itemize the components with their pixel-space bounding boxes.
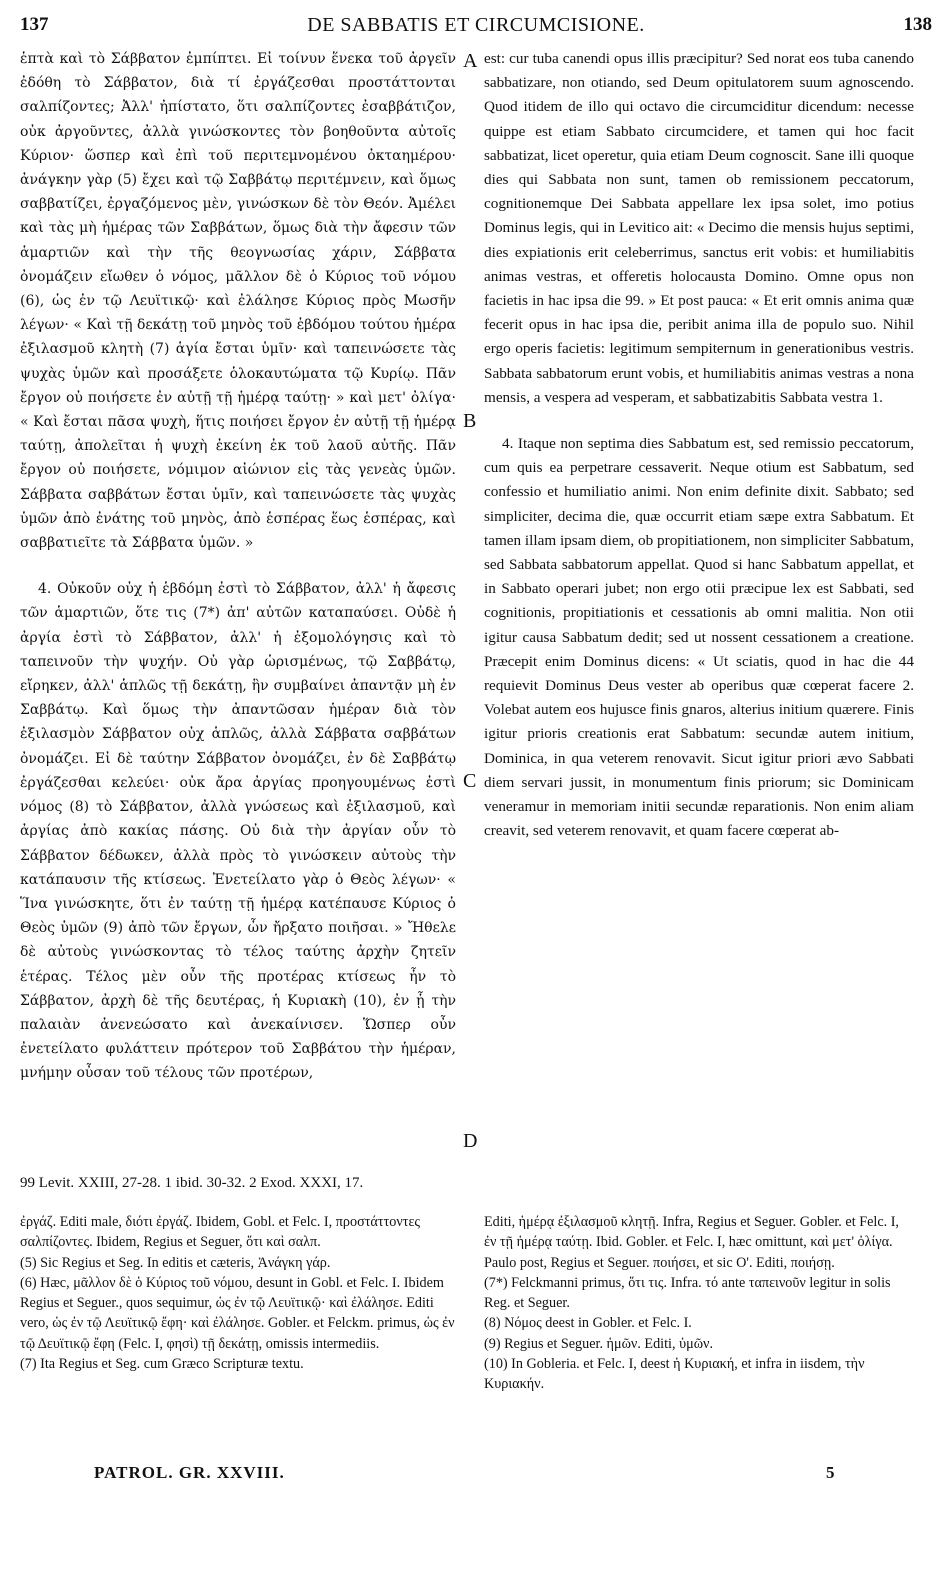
margin-letter-b: B: [463, 410, 477, 432]
note: (8) Νόμος deest in Gobler. et Felc. I.: [484, 1315, 692, 1332]
note: Editi, ἡμέρᾳ ἐξιλασμοῦ κλητῇ. Infra, Regius et Seguer. Gobler. et Felc. I, ἐν τῇ ἡμέρᾳ ταύτῃ. Ibid. Gobler. et Felc. I, hæc omittunt, καὶ μετ' ὀλίγα. Paulo post, Regius et Seguer. ποιήσει, et sic O'. Editi, ποιήσῃ.: [484, 1214, 899, 1271]
page-number-left: 137: [20, 14, 49, 35]
greek-column: [20, 47, 456, 1086]
note: (7*) Felckmanni primus, ὅτι τις. Infra. τό ante ταπεινοῦν legitur in solis Reg. et Seguer.: [484, 1274, 891, 1312]
running-header: [20, 14, 932, 42]
notes-right-column: [484, 1212, 914, 1395]
latin-paragraph-1: est: cur tuba canendi opus illis præcipitur? Sed norat eos tuba canendo sabbatizare, non otiando, sed Deum opitulatorem suum agnoscendo. Quod itidem de illo qui octavo die circumciditur dicendum: necesse quippe est etiam Sabbato circumcidere, et tamen qui hoc facit sabbatizat, licet operetur, quia etiam Deum cognoscit. Sane illi quoque dies qui Sabbata non sunt, tamen ob remissionem peccatorum, cognitionemque Dei Sabbata appellare lex ipsa solet, imo potius Dominus legis, qui in Levitico ait: « Decimo die mensis hujus septimi, dies expiationis erit celeberrimus, sanctus erit vobis: et humiliabitis animas vestras, et offeretis holocausta Domino. Omne opus non facietis in hac ipsa die 99. » Et post pauca: « Et erit omnis anima quæ fecerit opus in hac ipsa die, peribit anima illa de populo suo. Nihil ergo operis facietis: legitimum sempiternum in generationibus vestris. Sabbata sabbatorum erunt vobis, et humiliabitis animas vestras a nona mensis, a vespera ad vesperam, et sabbatizabitis Sabbata vestra 1.: [484, 50, 914, 406]
note: (5) Sic Regius et Seg. In editis et cæteris, Ἀνάγκη γάρ.: [20, 1254, 331, 1271]
note: (9) Regius et Seguer. ἡμῶν. Editi, ὑμῶν.: [484, 1335, 714, 1352]
note: (6) Hæc, μᾶλλον δὲ ὁ Κύριος τοῦ νόμου, desunt in Gobl. et Felc. I. Ibidem Regius et Seguer., quos sequimur, ὡς ἐν τῷ Λευϊτικῷ· καὶ ἐλάλησε. Editi vero, ὡς ἐν τῷ Λευϊτικῷ ἔφη· καὶ ἐλάλησε. Gobler. et Felckm. primus, ὡς ἐν τῷ Δευϊτικῷ ἔφη (Felc. I, φησὶ) τῇ δεκάτῃ, omissis intermediis.: [20, 1274, 455, 1352]
running-title: DE SABBATIS ET CIRCUMCISIONE.: [307, 14, 645, 36]
note: (7) Ita Regius et Seg. cum Græco Scripturæ textu.: [20, 1356, 304, 1373]
footer-signature: 5: [826, 1463, 835, 1482]
margin-letter-c: C: [463, 770, 477, 792]
scripture-references: 99 Levit. XXIII, 27-28. 1 ibid. 30-32. 2 Exod. XXXI, 17.: [20, 1175, 364, 1191]
note: ἐργάζ. Editi male, διότι ἐργάζ. Ibidem, Gobl. et Felc. I, προστάττοντες σαλπίζοντες. Ibidem, Regius et Seguer, ὅτι καὶ σαλπ.: [20, 1214, 421, 1251]
page-number-right: 138: [903, 14, 932, 35]
footer-volume: PATROL. GR. XXVIII.: [94, 1463, 285, 1482]
greek-paragraph-1: ἑπτὰ καὶ τὸ Σάββατον ἐμπίπτει. Εἰ τοίνυν ἕνεκα τοῦ ἀργεῖν ἐδόθη τὸ Σάββατον, διὰ τί ἐργάζεσθαι προστάττονται σαλπίζοντες; Ἀλλ' ἠπίστατο, ὅτι σαλπίζοντες ἐσαββάτιζον, οὐκ ἀργοῦντες, ἀλλὰ γινώσκοντες τὸν βοηθοῦντα αὐτοῖς Κύριον· ὥσπερ καὶ ἐπὶ τοῦ περιτεμνομένου ὀκταημέρου· ἀνάγκην γὰρ (5) ἔχει καὶ τῷ Σαββάτῳ περιτέμνειν, καὶ ὅμως σαββατίζει, ἐργαζόμενος μὲν, γινώσκων δὲ τὸν Θεόν. Ἀμέλει καὶ τὰς μὴ ἡμέρας τῶν Σαββάτων, ὅμως διὰ τὴν ἄφεσιν τῶν ἁμαρτιῶν καὶ τὴν τῆς θεογνωσίας χάριν, Σάββατα ὀνομάζειν εἴωθεν ὁ νόμος, μᾶλλον δὲ ὁ Κύριος τοῦ νόμου (6), ὡς ἐν τῷ Λευϊτικῷ· καὶ ἐλάλησε Κύριος πρὸς Μωσῆν λέγων· « Καὶ τῇ δεκάτῃ τοῦ μηνὸς τοῦ ἑβδόμου τούτου ἡμέρα ἐξιλασμοῦ κλητὴ (7) ἁγία ἔσται ὑμῖν· καὶ ταπεινώσετε τὰς ψυχὰς ὑμῶν καὶ προσάξετε ὁλοκαυτώματα τῷ Κυρίῳ. Πᾶν ἔργον οὐ ποιήσετε ἐν αὐτῇ τῇ ἡμέρᾳ ταύτῃ· » καὶ μετ' ὀλίγα· « Καὶ ἔσται πᾶσα ψυχὴ, ἥτις ποιήσει ἔργον ἐν αὐτῇ τῇ ἡμέρᾳ ταύτῃ, ἀπολεῖται ἡ ψυχὴ ἐκείνη ἐκ τοῦ λαοῦ αὐτῆς. Πᾶν ἔργον οὐ ποιήσετε, νόμιμον αἰώνιον εἰς τὰς γενεὰς ὑμῶν. Σάββατα σαββάτων ἔσται ὑμῖν, καὶ ταπεινώσετε τὰς ψυχὰς ὑμῶν ἀπὸ ἐνάτης τοῦ μηνὸς, ἀπὸ ἑσπέρας ἕως ἑσπέρας, καὶ σαββατιεῖτε τὰ Σάββατα ὑμῶν. »: [20, 51, 456, 552]
notes-left-column: [20, 1212, 460, 1374]
latin-column: [484, 47, 914, 844]
greek-paragraph-2: 4. Οὐκοῦν οὐχ ἡ ἑβδόμη ἐστὶ τὸ Σάββατον, ἀλλ' ἡ ἄφεσις τῶν ἁμαρτιῶν, ὅτε τις (7*) ἀπ' αὐτῶν καταπαύσει. Οὐδὲ ἡ ἀργία ἐστὶ τὸ Σάββατον, ἀλλ' ἡ ἐξομολόγησις καὶ τὸ ταπεινοῦν τὴν ψυχήν. Οὐ γὰρ ὡρισμένως, τῷ Σαββάτῳ, εἴρηκεν, ἀλλ' ἁπλῶς τῇ δεκάτῃ, ἣν συμβαίνει ἀπαντᾷν μὴ ἐν Σαββάτῳ. Καὶ ὅμως τὴν ἀπαντῶσαν ἡμέραν διὰ τὸν ἐξιλασμὸν Σάββατον οὐχ ἁπλῶς, ἀλλὰ Σάββατα σαββάτων ὀνομάζει. Εἰ δὲ ταύτην Σάββατον ὀνομάζει, ἐν δὲ Σαββάτῳ ἐργάζεσθαι κελεύει· οὐκ ἄρα ἀργίας προηγουμένως ἐστὶ νόμος (8) τὸ Σάββατον, ἀλλὰ γνώσεως καὶ ἐξιλασμοῦ, καὶ ἀργίας ἀπὸ κακίας πάσης. Οὐ διὰ τὴν ἀργίαν οὖν τὸ Σάββατον δέδωκεν, ἀλλὰ πρὸς τὸ γινώσκειν αὐτοὺς τὴν κατάπαυσιν τῆς κτίσεως. Ἐνετείλατο γὰρ ὁ Θεὸς λέγων· « Ἵνα γινώσκητε, ὅτι ἐν ταύτῃ τῇ ἡμέρᾳ κατέπαυσε Κύριος ὁ Θεὸς ὑμῶν (9) ἀπὸ τῶν ἔργων, ὧν ἤρξατο ποιῆσαι. » Ἤθελε δὲ αὐτοὺς γινώσκοντας τὸ τέλος ταύτης ἀρχὴν ζητεῖν ἑτέρας. Τέλος μὲν οὖν τῆς προτέρας κτίσεως ἦν τὸ Σάββατον, ἀρχὴ δὲ τῆς δευτέρας, ἡ Κυριακὴ (10), ἐν ᾗ τὴν παλαιὰν ἀνενεώσατο καὶ ἀνεκαίνισεν. Ὥσπερ οὖν ἐνετείλατο φυλάττειν πρότερον τοῦ Σαββάτου τὴν ἡμέραν, μνήμην οὖσαν τοῦ τέλους τῶν προτέρων,: [20, 581, 456, 1082]
latin-paragraph-2: 4. Itaque non septima dies Sabbatum est, sed remissio peccatorum, cum quis ea perpetrare cessaverit. Neque otium est Sabbatum, sed confessio et humiliatio animi. Non enim definite dixit. Sabbato; sed simpliciter, decima die, quæ occurrit etiam sæpe extra Sabbatum. Et tamen illam ipsam diem, ob propitiationem, non simpliciter Sabbatum, sed Sabbata sabbatorum appellat. Quod si hanc Sabbatum appellat, et in Sabbato operari jubet; non ergo otii præcipue lex est Sabbati, sed cognitionis, propitiationis et cessationis ab omni malitia. Non otii igitur causa Sabbatum dedit; sed ut nossent cessationem a creatione. Præcepit enim Dominus dicens: « Ut sciatis, quod in hac die 44 requievit Dominus Deus vester ab operibus quæ cœperat facere 2. Volebat autem eos hujusce finis gnaros, alterius initium quærere. Finis igitur prioris creationis erat Sabbatum: secundæ autem initium, Dominica, in qua veterem renovavit. Sicut igitur priori ævo Sabbati diem servari jussit, in monumentum finis priorum; sic Dominicam veneramur in memoriam initii secundæ reparationis. Non enim aliam creavit, sed veterem renovavit, et quam facere cœperat ab-: [484, 435, 914, 840]
note: (10) In Gobleria. et Felc. I, deest ἡ Κυριακή, et infra in iisdem, τὴν Κυριακήν.: [484, 1356, 865, 1393]
margin-letter-a: A: [463, 50, 478, 72]
margin-letter-d: D: [463, 1130, 478, 1152]
